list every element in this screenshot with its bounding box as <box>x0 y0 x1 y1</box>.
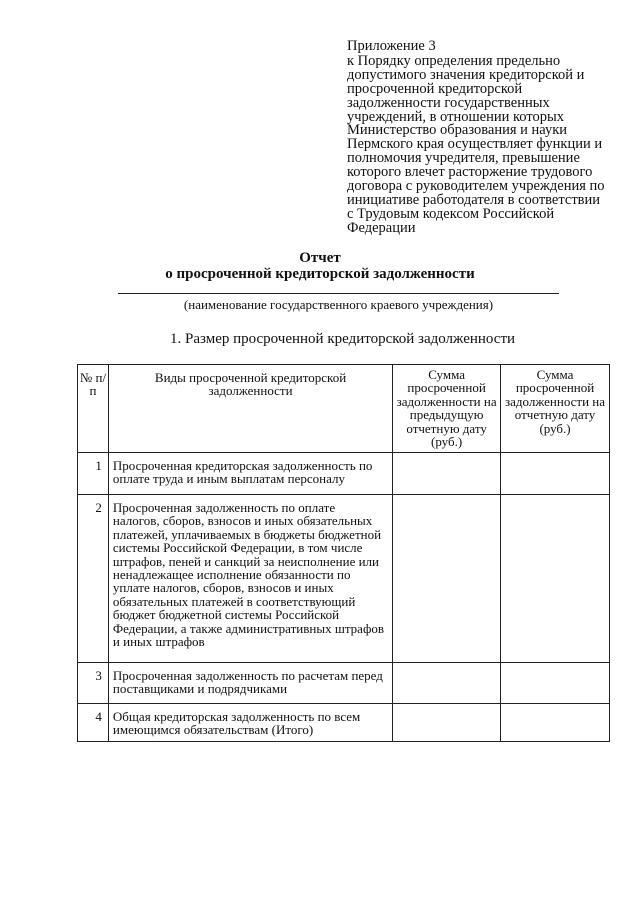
row-prev-amount <box>393 663 501 704</box>
annex-block <box>347 40 609 236</box>
row-curr-amount <box>501 663 610 704</box>
row-curr-amount <box>501 453 610 495</box>
row-prev-amount <box>393 495 501 663</box>
row-prev-amount <box>393 453 501 495</box>
row-prev-amount <box>393 704 501 742</box>
row-curr-amount <box>501 704 610 742</box>
table-row <box>78 453 610 495</box>
header-kind: Виды просроченной кредиторской задолженности <box>108 365 392 453</box>
debt-table <box>77 364 610 742</box>
report-title: Отчет <box>299 250 341 266</box>
row-curr-amount <box>501 495 610 663</box>
row-kind: Просроченная кредиторская задолженность по оплате труда и иным выплатам персоналу <box>108 453 392 495</box>
row-num: 2 <box>78 495 109 663</box>
table-header-row <box>78 365 610 453</box>
table-row <box>78 704 610 742</box>
header-curr-amount: Сумма просроченной задолженности на отчетную дату (руб.) <box>501 365 610 453</box>
row-num: 4 <box>78 704 109 742</box>
annex-heading: Приложение 3 <box>347 38 436 54</box>
table-row <box>78 495 610 663</box>
header-prev-amount: Сумма просроченной задолженности на предыдущую отчетную дату (руб.) <box>393 365 501 453</box>
section-title: 1. Размер просроченной кредиторской задолженности <box>170 331 516 347</box>
row-kind: Просроченная задолженность по оплате налогов, сборов, взносов и иных обязательных платежей, уплачиваемых в бюджеты бюджетной системы Российской Федерации, в том числе штрафов, пеней и санкций за неисполнение или ненадлежащее исполнение обязанности по уплате налогов, сборов, взносов и иных обязательных платежей в соответствующий бюджет бюджетной системы Российской Федерации, а также административных штрафов и иных штрафов <box>108 495 392 663</box>
row-kind: Общая кредиторская задолженность по всем имеющимся обязательствам (Итого) <box>108 704 392 742</box>
row-num: 3 <box>78 663 109 704</box>
row-num: 1 <box>78 453 109 495</box>
annex-text: к Порядку определения предельно допустимого значения кредиторской и просроченной кредиторской задолженности государственных учреждений, в отношении которых Министерство образования и науки Пермского края осуществляет функции и полномочия учредителя, превышение которого влечет расторжение трудового договора с руководителем учреждения по инициативе работодателя в соответствии с Трудовым кодексом Российской Федерации <box>347 52 605 236</box>
table-row <box>78 663 610 704</box>
report-subtitle: о просроченной кредиторской задолженности <box>165 266 475 282</box>
report-title-block <box>0 250 640 282</box>
organization-caption: (наименование государственного краевого учреждения) <box>183 297 494 312</box>
header-num: № п/п <box>78 365 109 453</box>
row-kind: Просроченная задолженность по расчетам перед поставщиками и подрядчиками <box>108 663 392 704</box>
organization-name-line <box>118 293 559 294</box>
